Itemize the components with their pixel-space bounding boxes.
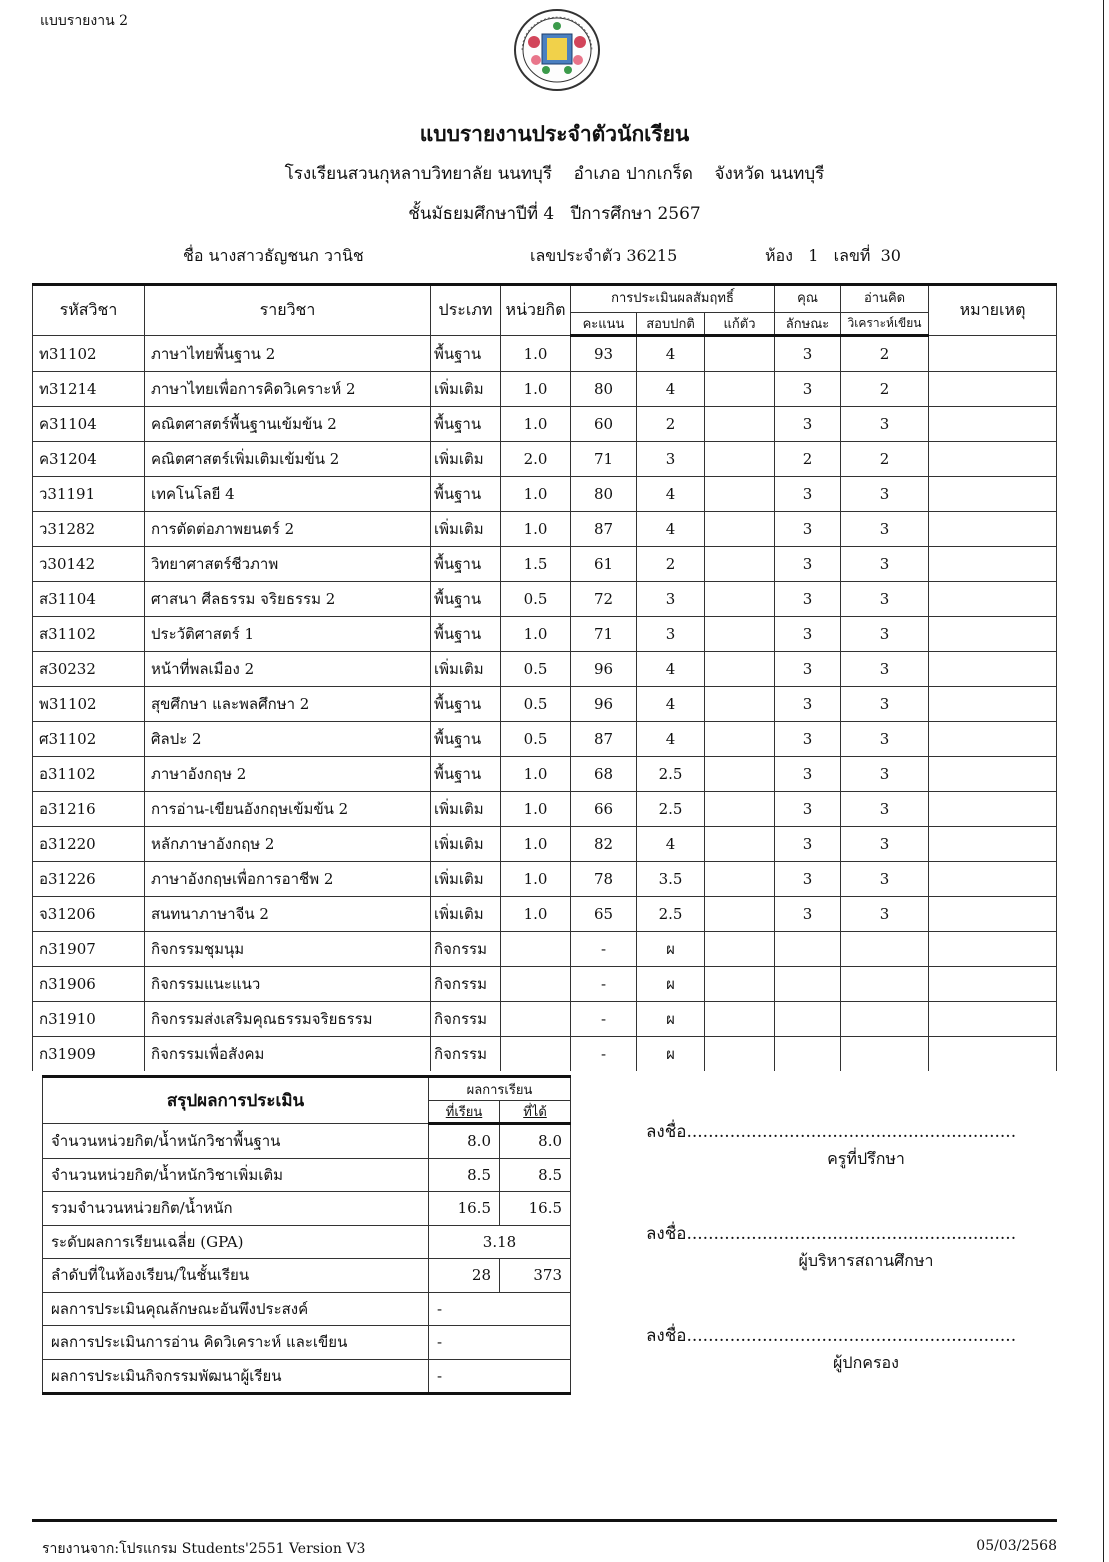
header-remark: หมายเหตุ bbox=[929, 285, 1057, 336]
course-reading bbox=[841, 967, 929, 1002]
summary-table bbox=[42, 1075, 571, 1395]
student-room: ห้อง 1 เลขที่ 30 bbox=[765, 246, 901, 265]
course-score: 80 bbox=[571, 372, 637, 407]
course-remark bbox=[929, 1037, 1057, 1072]
course-grade: 2.5 bbox=[637, 757, 705, 792]
course-retake bbox=[705, 897, 775, 932]
course-type: เพิ่มเติม bbox=[431, 792, 501, 827]
course-credits bbox=[501, 1002, 571, 1037]
header-score: คะแนน bbox=[571, 313, 637, 336]
grade-line: ชั้นมัธยมศึกษาปีที่ 4 ปีการศึกษา 2567 bbox=[408, 204, 701, 224]
course-grade: 4 bbox=[637, 512, 705, 547]
course-characteristic: 3 bbox=[775, 407, 841, 442]
course-type: พื้นฐาน bbox=[431, 687, 501, 722]
course-code: ส30232 bbox=[33, 652, 145, 687]
course-type: พื้นฐาน bbox=[431, 617, 501, 652]
course-score: 78 bbox=[571, 862, 637, 897]
header-credits: หน่วยกิต bbox=[501, 285, 571, 336]
evaluation-value: - bbox=[429, 1326, 571, 1360]
course-characteristic bbox=[775, 967, 841, 1002]
summary-title: สรุปผลการประเมิน bbox=[43, 1077, 429, 1124]
course-remark bbox=[929, 827, 1057, 862]
course-name: วิทยาศาสตร์ชีวภาพ bbox=[145, 547, 431, 582]
course-credits: 1.0 bbox=[501, 792, 571, 827]
table-row bbox=[33, 722, 1057, 757]
course-score: 87 bbox=[571, 722, 637, 757]
course-type: พื้นฐาน bbox=[431, 336, 501, 372]
table-row bbox=[33, 407, 1057, 442]
table-row bbox=[33, 1002, 1057, 1037]
course-grade: 4 bbox=[637, 372, 705, 407]
course-reading: 3 bbox=[841, 477, 929, 512]
course-name: คณิตศาสตร์เพิ่มเติมเข้มข้น 2 bbox=[145, 442, 431, 477]
course-score: 96 bbox=[571, 652, 637, 687]
course-retake bbox=[705, 512, 775, 547]
course-score: 96 bbox=[571, 687, 637, 722]
course-score: - bbox=[571, 932, 637, 967]
course-remark bbox=[929, 617, 1057, 652]
course-grade: 2.5 bbox=[637, 897, 705, 932]
course-reading: 3 bbox=[841, 897, 929, 932]
grades-table bbox=[32, 283, 1057, 1071]
course-reading: 3 bbox=[841, 547, 929, 582]
course-grade: 4 bbox=[637, 652, 705, 687]
table-row bbox=[33, 757, 1057, 792]
summary-label: จำนวนหน่วยกิต/น้ำหนักวิชาเพิ่มเติม bbox=[43, 1158, 429, 1192]
course-type: พื้นฐาน bbox=[431, 407, 501, 442]
course-score: 71 bbox=[571, 442, 637, 477]
course-remark bbox=[929, 862, 1057, 897]
course-type: พื้นฐาน bbox=[431, 757, 501, 792]
course-grade: 3 bbox=[637, 582, 705, 617]
course-credits: 0.5 bbox=[501, 652, 571, 687]
course-name: ศาสนา ศีลธรรม จริยธรรม 2 bbox=[145, 582, 431, 617]
gpa-value: 3.18 bbox=[429, 1225, 571, 1259]
table-row bbox=[33, 1037, 1057, 1072]
student-id: เลขประจำตัว 36215 bbox=[530, 246, 678, 265]
course-grade: 2 bbox=[637, 407, 705, 442]
course-reading: 2 bbox=[841, 442, 929, 477]
course-characteristic: 3 bbox=[775, 757, 841, 792]
course-type: เพิ่มเติม bbox=[431, 512, 501, 547]
course-code: ค31204 bbox=[33, 442, 145, 477]
course-credits: 1.0 bbox=[501, 617, 571, 652]
header-normal-exam: สอบปกติ bbox=[637, 313, 705, 336]
header-reading-2: วิเคราะห์เขียน bbox=[841, 313, 929, 336]
table-row bbox=[33, 512, 1057, 547]
course-retake bbox=[705, 372, 775, 407]
course-name: คณิตศาสตร์พื้นฐานเข้มข้น 2 bbox=[145, 407, 431, 442]
course-retake bbox=[705, 932, 775, 967]
course-retake bbox=[705, 547, 775, 582]
evaluation-value: - bbox=[429, 1292, 571, 1326]
evaluation-value: - bbox=[429, 1359, 571, 1394]
header-characteristic-1: คุณ bbox=[775, 285, 841, 313]
course-retake bbox=[705, 407, 775, 442]
rank-row bbox=[43, 1259, 571, 1293]
course-name: กิจกรรมเพื่อสังคม bbox=[145, 1037, 431, 1072]
gpa-row bbox=[43, 1225, 571, 1259]
course-score: - bbox=[571, 967, 637, 1002]
evaluation-label: ผลการประเมินการอ่าน คิดวิเคราะห์ และเขียน bbox=[43, 1326, 429, 1360]
summary-registered: 8.5 bbox=[429, 1158, 500, 1192]
course-credits: 1.0 bbox=[501, 512, 571, 547]
course-code: อ31220 bbox=[33, 827, 145, 862]
summary-row bbox=[43, 1192, 571, 1226]
course-retake bbox=[705, 442, 775, 477]
school-line: โรงเรียนสวนกุหลาบวิทยาลัย นนทบุรี อำเภอ ปากเกร็ด จังหวัด นนทบุรี bbox=[284, 164, 825, 184]
course-name: หน้าที่พลเมือง 2 bbox=[145, 652, 431, 687]
header-type: ประเภท bbox=[431, 285, 501, 336]
header-assessment: การประเมินผลสัมฤทธิ์ bbox=[571, 285, 775, 313]
table-row bbox=[33, 827, 1057, 862]
table-row bbox=[33, 687, 1057, 722]
course-code: ก31906 bbox=[33, 967, 145, 1002]
course-remark bbox=[929, 1002, 1057, 1037]
summary-col-registered: ที่เรียน bbox=[429, 1101, 500, 1124]
course-characteristic bbox=[775, 1037, 841, 1072]
header-retake: แก้ตัว bbox=[705, 313, 775, 336]
course-code: ก31910 bbox=[33, 1002, 145, 1037]
table-row bbox=[33, 547, 1057, 582]
course-reading: 3 bbox=[841, 582, 929, 617]
rank-room: 28 bbox=[429, 1259, 500, 1293]
table-row bbox=[33, 442, 1057, 477]
signature-line: ลงชื่อ............................................................. bbox=[646, 1224, 1017, 1244]
table-row bbox=[33, 372, 1057, 407]
summary-registered: 16.5 bbox=[429, 1192, 500, 1226]
course-score: 66 bbox=[571, 792, 637, 827]
course-reading: 2 bbox=[841, 336, 929, 372]
course-characteristic: 3 bbox=[775, 897, 841, 932]
course-credits: 1.0 bbox=[501, 372, 571, 407]
table-row bbox=[33, 477, 1057, 512]
course-retake bbox=[705, 827, 775, 862]
course-retake bbox=[705, 477, 775, 512]
course-name: สุขศึกษา และพลศึกษา 2 bbox=[145, 687, 431, 722]
course-remark bbox=[929, 477, 1057, 512]
course-grade: 4 bbox=[637, 722, 705, 757]
course-credits: 0.5 bbox=[501, 722, 571, 757]
course-credits: 1.0 bbox=[501, 827, 571, 862]
course-code: ว30142 bbox=[33, 547, 145, 582]
course-name: การอ่าน-เขียนอังกฤษเข้มข้น 2 bbox=[145, 792, 431, 827]
summary-registered: 8.0 bbox=[429, 1124, 500, 1159]
course-characteristic: 3 bbox=[775, 687, 841, 722]
course-code: อ31226 bbox=[33, 862, 145, 897]
course-characteristic: 2 bbox=[775, 442, 841, 477]
course-credits: 2.0 bbox=[501, 442, 571, 477]
course-type: กิจกรรม bbox=[431, 967, 501, 1002]
course-grade: 3 bbox=[637, 617, 705, 652]
course-reading: 3 bbox=[841, 722, 929, 757]
course-remark bbox=[929, 442, 1057, 477]
course-reading bbox=[841, 1002, 929, 1037]
course-characteristic: 3 bbox=[775, 336, 841, 372]
course-score: 65 bbox=[571, 897, 637, 932]
course-score: - bbox=[571, 1037, 637, 1072]
course-credits: 1.0 bbox=[501, 757, 571, 792]
course-characteristic: 3 bbox=[775, 372, 841, 407]
table-row bbox=[33, 652, 1057, 687]
course-type: กิจกรรม bbox=[431, 932, 501, 967]
table-row bbox=[33, 932, 1057, 967]
course-characteristic: 3 bbox=[775, 617, 841, 652]
course-score: 82 bbox=[571, 827, 637, 862]
page-right-border bbox=[1103, 0, 1104, 1562]
table-row bbox=[33, 617, 1057, 652]
course-name: เทคโนโลยี 4 bbox=[145, 477, 431, 512]
course-remark bbox=[929, 722, 1057, 757]
rank-grade: 373 bbox=[500, 1259, 571, 1293]
summary-earned: 8.0 bbox=[500, 1124, 571, 1159]
course-remark bbox=[929, 792, 1057, 827]
course-retake bbox=[705, 757, 775, 792]
evaluation-row bbox=[43, 1292, 571, 1326]
table-row bbox=[33, 336, 1057, 372]
course-remark bbox=[929, 757, 1057, 792]
course-retake bbox=[705, 687, 775, 722]
course-reading bbox=[841, 1037, 929, 1072]
course-reading: 2 bbox=[841, 372, 929, 407]
course-remark bbox=[929, 336, 1057, 372]
signature-advisor bbox=[646, 1118, 1056, 1172]
course-retake bbox=[705, 336, 775, 372]
course-code: อ31216 bbox=[33, 792, 145, 827]
course-remark bbox=[929, 967, 1057, 1002]
footer-divider bbox=[32, 1519, 1057, 1522]
course-score: 60 bbox=[571, 407, 637, 442]
signature-line: ลงชื่อ............................................................. bbox=[646, 1326, 1017, 1346]
form-code: แบบรายงาน 2 bbox=[40, 13, 129, 29]
signature-role: ผู้บริหารสถานศึกษา bbox=[798, 1251, 934, 1270]
course-reading: 3 bbox=[841, 407, 929, 442]
course-grade: 3.5 bbox=[637, 862, 705, 897]
course-credits: 0.5 bbox=[501, 582, 571, 617]
course-retake bbox=[705, 652, 775, 687]
course-name: การตัดต่อภาพยนตร์ 2 bbox=[145, 512, 431, 547]
course-name: ศิลปะ 2 bbox=[145, 722, 431, 757]
course-code: ส31102 bbox=[33, 617, 145, 652]
course-characteristic: 3 bbox=[775, 827, 841, 862]
course-credits bbox=[501, 967, 571, 1002]
course-type: เพิ่มเติม bbox=[431, 862, 501, 897]
course-grade: 3 bbox=[637, 442, 705, 477]
signature-director bbox=[646, 1220, 1056, 1274]
course-characteristic bbox=[775, 1002, 841, 1037]
course-grade: ผ bbox=[637, 932, 705, 967]
signature-role: ครูที่ปรึกษา bbox=[827, 1149, 905, 1168]
signature-role: ผู้ปกครอง bbox=[833, 1353, 899, 1372]
course-credits: 1.0 bbox=[501, 407, 571, 442]
course-reading: 3 bbox=[841, 827, 929, 862]
course-reading: 3 bbox=[841, 652, 929, 687]
rank-label: ลำดับที่ในห้องเรียน/ในชั้นเรียน bbox=[43, 1259, 429, 1293]
summary-label: จำนวนหน่วยกิต/น้ำหนักวิชาพื้นฐาน bbox=[43, 1124, 429, 1159]
course-retake bbox=[705, 1002, 775, 1037]
course-type: เพิ่มเติม bbox=[431, 827, 501, 862]
course-credits: 1.0 bbox=[501, 336, 571, 372]
course-code: ท31214 bbox=[33, 372, 145, 407]
course-type: พื้นฐาน bbox=[431, 582, 501, 617]
summary-group-header: ผลการเรียน bbox=[429, 1077, 571, 1101]
table-row bbox=[33, 897, 1057, 932]
course-code: ก31909 bbox=[33, 1037, 145, 1072]
course-score: 71 bbox=[571, 617, 637, 652]
course-score: 87 bbox=[571, 512, 637, 547]
course-code: ก31907 bbox=[33, 932, 145, 967]
course-remark bbox=[929, 372, 1057, 407]
evaluation-row bbox=[43, 1359, 571, 1394]
course-characteristic: 3 bbox=[775, 862, 841, 897]
course-grade: 4 bbox=[637, 477, 705, 512]
course-name: ประวัติศาสตร์ 1 bbox=[145, 617, 431, 652]
course-retake bbox=[705, 582, 775, 617]
course-retake bbox=[705, 967, 775, 1002]
course-characteristic: 3 bbox=[775, 792, 841, 827]
course-remark bbox=[929, 512, 1057, 547]
course-remark bbox=[929, 582, 1057, 617]
course-name: กิจกรรมชุมนุม bbox=[145, 932, 431, 967]
course-grade: 2.5 bbox=[637, 792, 705, 827]
course-characteristic: 3 bbox=[775, 547, 841, 582]
course-reading: 3 bbox=[841, 512, 929, 547]
course-credits: 1.0 bbox=[501, 897, 571, 932]
course-characteristic: 3 bbox=[775, 652, 841, 687]
course-grade: ผ bbox=[637, 967, 705, 1002]
evaluation-row bbox=[43, 1326, 571, 1360]
header-reading-1: อ่านคิด bbox=[841, 285, 929, 313]
course-remark bbox=[929, 547, 1057, 582]
course-score: 93 bbox=[571, 336, 637, 372]
course-score: 61 bbox=[571, 547, 637, 582]
course-type: เพิ่มเติม bbox=[431, 652, 501, 687]
course-name: กิจกรรมส่งเสริมคุณธรรมจริยธรรม bbox=[145, 1002, 431, 1037]
course-score: 72 bbox=[571, 582, 637, 617]
gpa-label: ระดับผลการเรียนเฉลี่ย (GPA) bbox=[43, 1225, 429, 1259]
course-name: ภาษาไทยเพื่อการคิดวิเคราะห์ 2 bbox=[145, 372, 431, 407]
course-retake bbox=[705, 722, 775, 757]
course-type: พื้นฐาน bbox=[431, 722, 501, 757]
course-type: เพิ่มเติม bbox=[431, 897, 501, 932]
course-grade: 4 bbox=[637, 687, 705, 722]
table-row bbox=[33, 792, 1057, 827]
course-code: ค31104 bbox=[33, 407, 145, 442]
course-code: จ31206 bbox=[33, 897, 145, 932]
course-type: พื้นฐาน bbox=[431, 477, 501, 512]
course-credits: 1.5 bbox=[501, 547, 571, 582]
course-code: ว31282 bbox=[33, 512, 145, 547]
header-subject: รายวิชา bbox=[145, 285, 431, 336]
course-grade: 2 bbox=[637, 547, 705, 582]
course-retake bbox=[705, 862, 775, 897]
course-remark bbox=[929, 687, 1057, 722]
course-reading: 3 bbox=[841, 687, 929, 722]
course-grade: 4 bbox=[637, 827, 705, 862]
course-reading bbox=[841, 932, 929, 967]
course-remark bbox=[929, 652, 1057, 687]
signature-parent bbox=[646, 1322, 1056, 1376]
course-type: เพิ่มเติม bbox=[431, 442, 501, 477]
course-retake bbox=[705, 617, 775, 652]
course-code: อ31102 bbox=[33, 757, 145, 792]
course-characteristic: 3 bbox=[775, 477, 841, 512]
course-name: ภาษาอังกฤษ 2 bbox=[145, 757, 431, 792]
course-score: 68 bbox=[571, 757, 637, 792]
course-credits bbox=[501, 1037, 571, 1072]
course-characteristic: 3 bbox=[775, 582, 841, 617]
course-reading: 3 bbox=[841, 862, 929, 897]
course-score: - bbox=[571, 1002, 637, 1037]
summary-row bbox=[43, 1124, 571, 1159]
course-retake bbox=[705, 792, 775, 827]
course-credits bbox=[501, 932, 571, 967]
course-reading: 3 bbox=[841, 757, 929, 792]
course-code: พ31102 bbox=[33, 687, 145, 722]
course-name: กิจกรรมแนะแนว bbox=[145, 967, 431, 1002]
evaluation-label: ผลการประเมินกิจกรรมพัฒนาผู้เรียน bbox=[43, 1359, 429, 1394]
course-grade: ผ bbox=[637, 1002, 705, 1037]
table-row bbox=[33, 967, 1057, 1002]
footer-date: 05/03/2568 bbox=[976, 1538, 1057, 1554]
course-reading: 3 bbox=[841, 617, 929, 652]
course-credits: 1.0 bbox=[501, 862, 571, 897]
course-name: หลักภาษาอังกฤษ 2 bbox=[145, 827, 431, 862]
course-remark bbox=[929, 897, 1057, 932]
course-type: เพิ่มเติม bbox=[431, 372, 501, 407]
signature-line: ลงชื่อ............................................................. bbox=[646, 1122, 1017, 1142]
course-code: ว31191 bbox=[33, 477, 145, 512]
course-credits: 1.0 bbox=[501, 477, 571, 512]
footer-source: รายงานจาก:โปรแกรม Students'2551 Version V3 bbox=[42, 1541, 366, 1557]
student-name: ชื่อ นางสาวธัญชนก วานิช bbox=[183, 246, 364, 265]
summary-label: รวมจำนวนหน่วยกิต/น้ำหนัก bbox=[43, 1192, 429, 1226]
course-remark bbox=[929, 407, 1057, 442]
course-name: สนทนาภาษาจีน 2 bbox=[145, 897, 431, 932]
course-code: ส31104 bbox=[33, 582, 145, 617]
course-retake bbox=[705, 1037, 775, 1072]
course-code: ศ31102 bbox=[33, 722, 145, 757]
course-type: พื้นฐาน bbox=[431, 547, 501, 582]
report-title: แบบรายงานประจำตัวนักเรียน bbox=[419, 121, 690, 146]
header-code: รหัสวิชา bbox=[33, 285, 145, 336]
school-seal-logo bbox=[512, 8, 602, 92]
course-characteristic: 3 bbox=[775, 512, 841, 547]
course-reading: 3 bbox=[841, 792, 929, 827]
course-name: ภาษาอังกฤษเพื่อการอาชีพ 2 bbox=[145, 862, 431, 897]
table-row bbox=[33, 862, 1057, 897]
course-code: ท31102 bbox=[33, 336, 145, 372]
course-characteristic: 3 bbox=[775, 722, 841, 757]
summary-earned: 16.5 bbox=[500, 1192, 571, 1226]
course-remark bbox=[929, 932, 1057, 967]
course-score: 80 bbox=[571, 477, 637, 512]
summary-col-earned: ที่ได้ bbox=[500, 1101, 571, 1124]
evaluation-label: ผลการประเมินคุณลักษณะอันพึงประสงค์ bbox=[43, 1292, 429, 1326]
course-grade: 4 bbox=[637, 336, 705, 372]
course-name: ภาษาไทยพื้นฐาน 2 bbox=[145, 336, 431, 372]
course-type: กิจกรรม bbox=[431, 1037, 501, 1072]
course-credits: 0.5 bbox=[501, 687, 571, 722]
header-characteristic-2: ลักษณะ bbox=[775, 313, 841, 336]
table-row bbox=[33, 582, 1057, 617]
summary-earned: 8.5 bbox=[500, 1158, 571, 1192]
course-grade: ผ bbox=[637, 1037, 705, 1072]
course-type: กิจกรรม bbox=[431, 1002, 501, 1037]
summary-row bbox=[43, 1158, 571, 1192]
course-characteristic bbox=[775, 932, 841, 967]
